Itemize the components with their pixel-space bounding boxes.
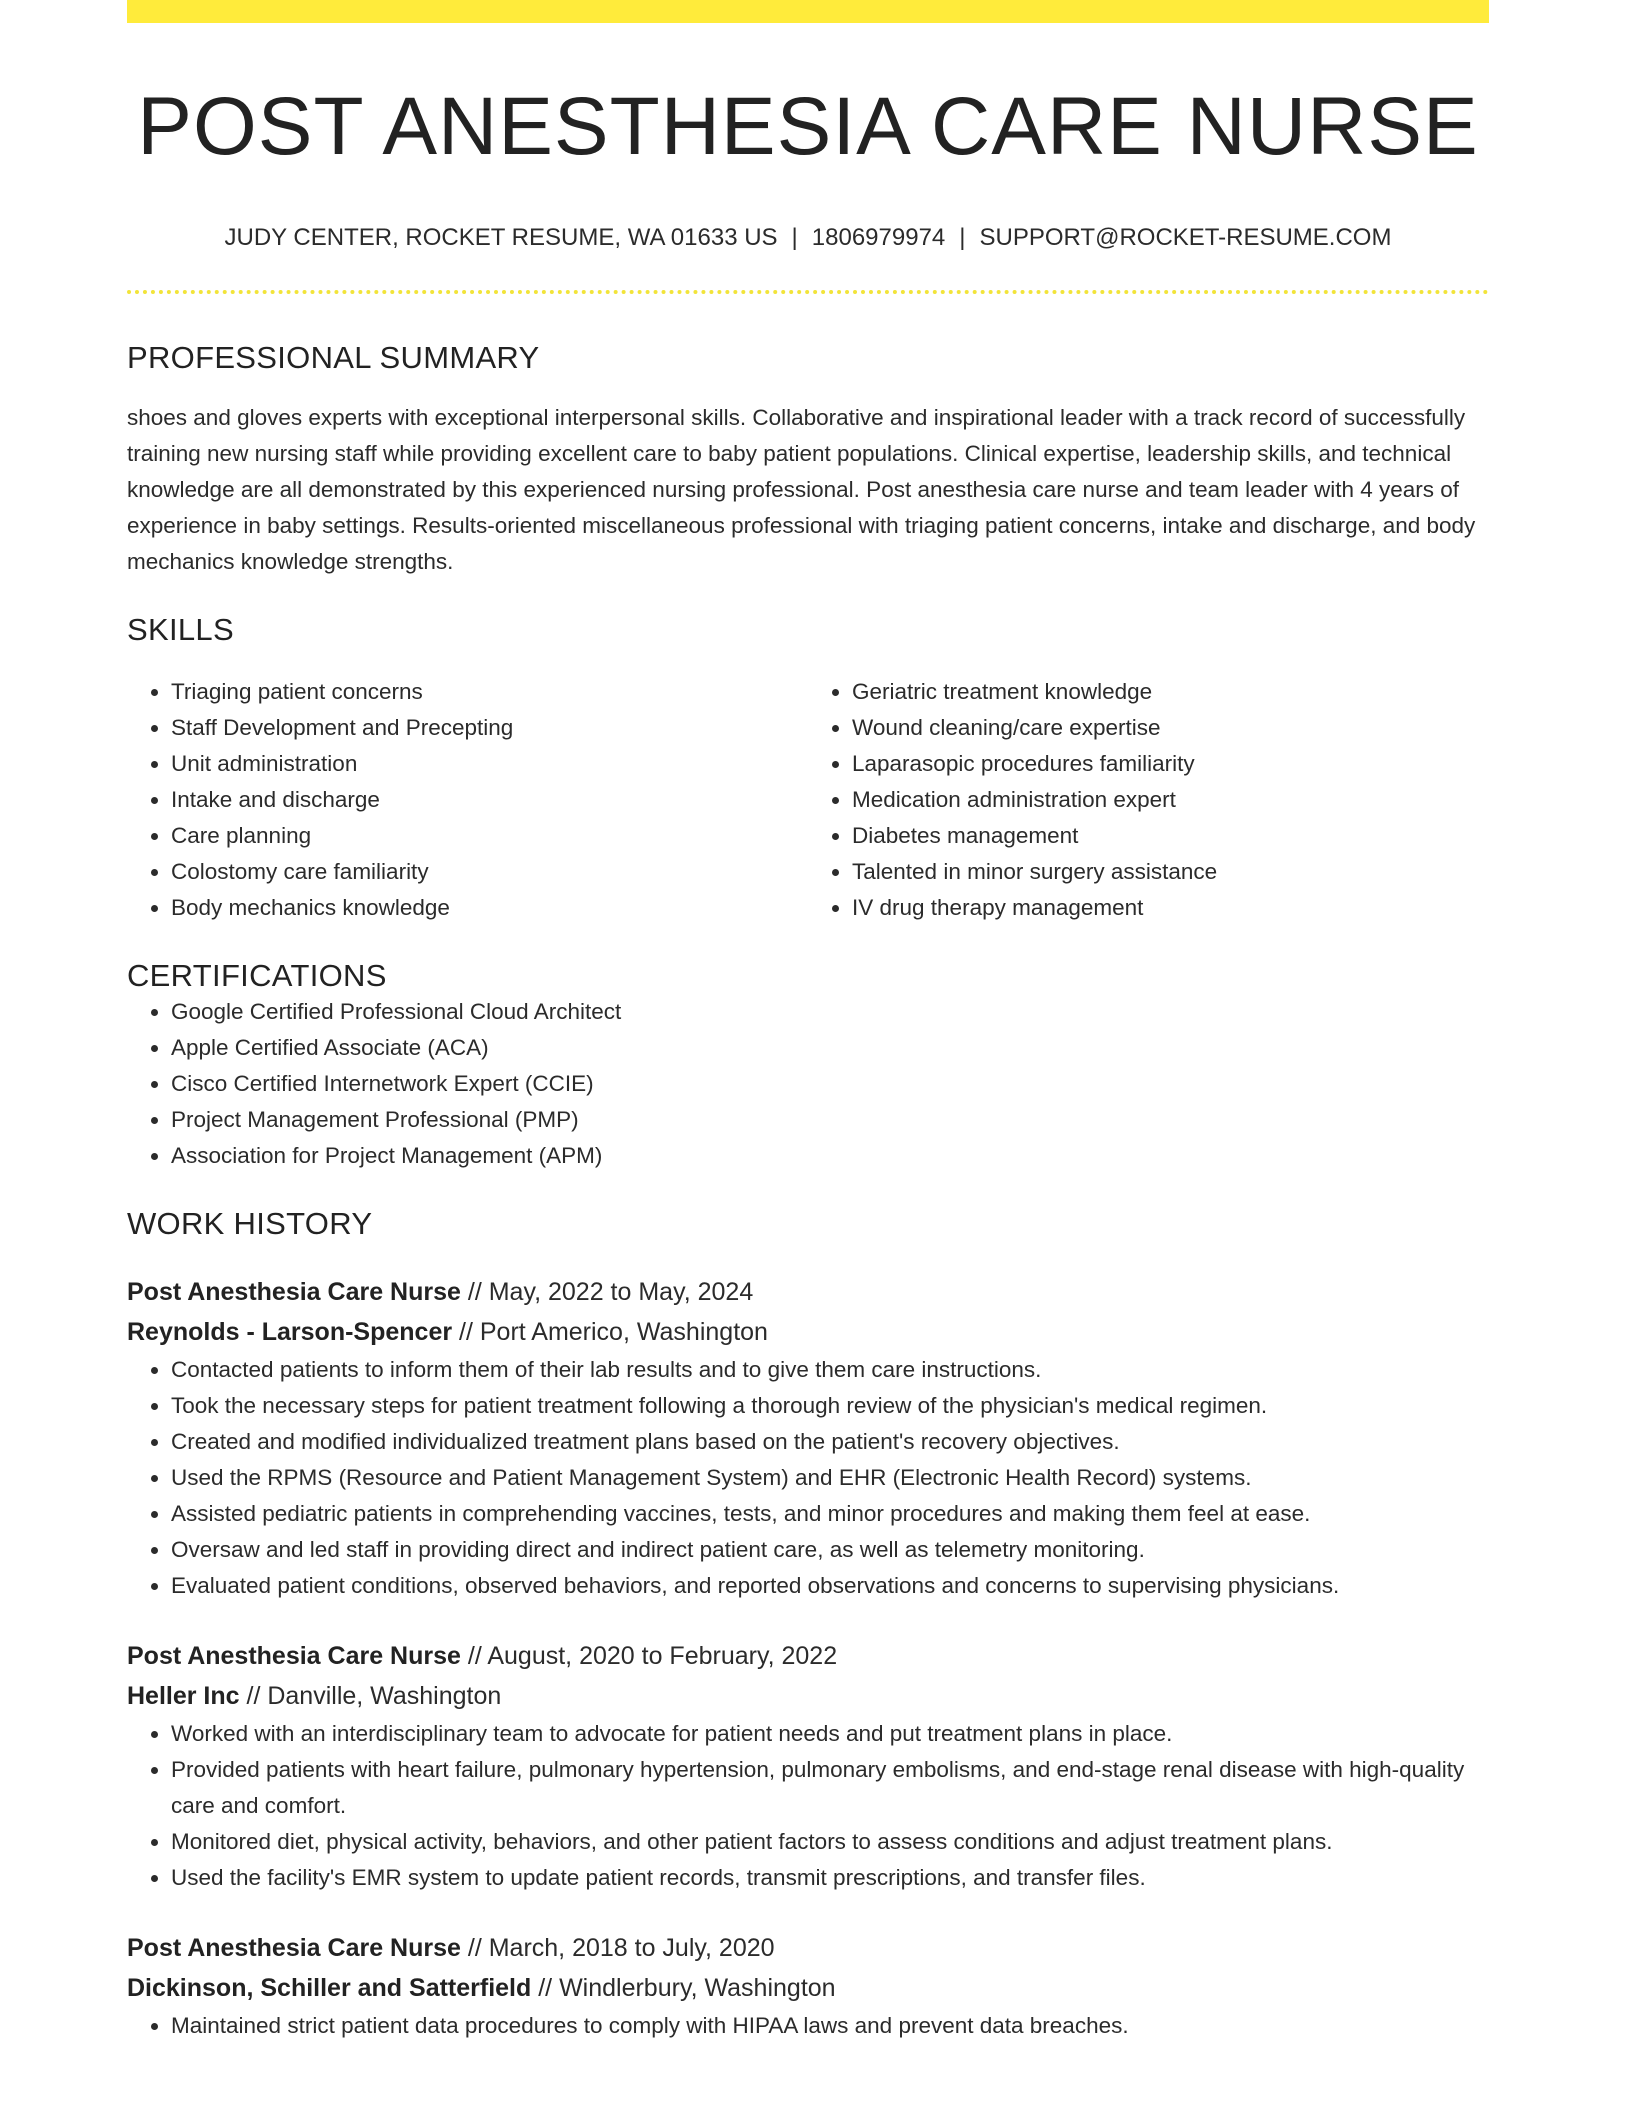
job-duty: • Created and modified individualized treatment plans based on the patient's recovery objectives. [171,1424,1489,1460]
contact-separator: | [791,224,798,252]
skill-item: • Unit administration [171,746,808,782]
job-duty: • Used the RPMS (Resource and Patient Management System) and EHR (Electronic Health Record) systems. [171,1460,1489,1496]
certification-item: • Project Management Professional (PMP) [171,1102,1489,1138]
skills-columns [127,674,1489,926]
job-title-line [127,1272,1489,1312]
job-title-line [127,1928,1489,1968]
job-duties-list [127,1716,1489,1896]
resume-content [127,0,1489,2044]
job-duty: • Monitored diet, physical activity, behaviors, and other patient factors to assess conditions and adjust treatment plans. [171,1824,1489,1860]
skills-list-right [808,674,1489,926]
job-duties-list [127,2008,1489,2044]
job-dates: // August, 2020 to February, 2022 [460,1642,838,1671]
job-location: // Danville, Washington [239,1682,502,1711]
summary-text: shoes and gloves experts with exceptional interpersonal skills. Collaborative and inspirational leader with a track record of successfully training new nursing staff while providing excellent care to baby patient populations. Clinical expertise, leadership skills, and technical knowledge are all demonstrated by this experienced nursing professional. Post anesthesia care nurse and team leader with 4 years of experience in baby settings. Results-oriented miscellaneous professional with triaging patient concerns, intake and discharge, and body mechanics knowledge strengths. [127,405,1476,575]
certification-item: • Association for Project Management (APM) [171,1138,1489,1174]
resume-title: POST ANESTHESIA CARE NURSE [137,81,1479,172]
job-location: // Windlerbury, Washington [531,1974,836,2003]
work-history-heading: WORK HISTORY [127,1206,373,1242]
header-divider [127,290,1489,294]
contact-info [127,224,1489,252]
skill-item: • Wound cleaning/care expertise [852,710,1489,746]
job-duty: • Maintained strict patient data procedures to comply with HIPAA laws and prevent data breaches. [171,2008,1489,2044]
job-title: Post Anesthesia Care Nurse [127,1278,461,1307]
job-duty: • Worked with an interdisciplinary team to advocate for patient needs and put treatment plans in place. [171,1716,1489,1752]
job-duty: • Took the necessary steps for patient treatment following a thorough review of the physician's medical regimen. [171,1388,1489,1424]
skill-item: • Care planning [171,818,808,854]
job-duty: • Contacted patients to inform them of their lab results and to give them care instructions. [171,1352,1489,1388]
skill-item: • Laparasopic procedures familiarity [852,746,1489,782]
job-duty: • Provided patients with heart failure, pulmonary hypertension, pulmonary embolisms, and end-stage renal disease with high-quality care and comfort. [171,1752,1489,1824]
job-location: // Port Americo, Washington [452,1318,768,1347]
certifications-heading: CERTIFICATIONS [127,958,387,994]
skills-heading: SKILLS [127,612,234,648]
skills-list-left [127,674,808,926]
skill-item: • Diabetes management [852,818,1489,854]
job-duty: • Oversaw and led staff in providing direct and indirect patient care, as well as telemetry monitoring. [171,1532,1489,1568]
skill-item: • Intake and discharge [171,782,808,818]
skill-item: • IV drug therapy management [852,890,1489,926]
skill-item: • Colostomy care familiarity [171,854,808,890]
skill-item: • Geriatric treatment knowledge [852,674,1489,710]
job-company-line [127,1312,1489,1352]
job-dates: // May, 2022 to May, 2024 [460,1278,754,1307]
job-duty: • Evaluated patient conditions, observed behaviors, and reported observations and concerns to supervising physicians. [171,1568,1489,1604]
certification-item: • Apple Certified Associate (ACA) [171,1030,1489,1066]
contact-email: SUPPORT@ROCKET-RESUME.COM [979,224,1392,252]
job-company-line [127,1676,1489,1716]
job-dates: // March, 2018 to July, 2020 [460,1934,775,1963]
accent-bar [127,0,1489,23]
skill-item: • Triaging patient concerns [171,674,808,710]
skill-item: • Staff Development and Precepting [171,710,808,746]
contact-address: JUDY CENTER, ROCKET RESUME, WA 01633 US [224,224,778,252]
contact-separator: | [959,224,966,252]
skill-item: • Talented in minor surgery assistance [852,854,1489,890]
certifications-list [127,994,1489,1174]
job-company: Reynolds - Larson-Spencer [127,1318,453,1347]
certification-item: • Cisco Certified Internetwork Expert (CCIE) [171,1066,1489,1102]
certification-item: • Google Certified Professional Cloud Architect [171,994,1489,1030]
job-title-line [127,1636,1489,1676]
skill-item: • Body mechanics knowledge [171,890,808,926]
job-duties-list [127,1352,1489,1604]
job-entry [127,1636,1489,1896]
job-title: Post Anesthesia Care Nurse [127,1934,461,1963]
summary-heading: PROFESSIONAL SUMMARY [127,340,540,376]
job-company: Dickinson, Schiller and Satterfield [127,1974,532,2003]
job-duty: • Used the facility's EMR system to update patient records, transmit prescriptions, and transfer files. [171,1860,1489,1896]
job-entry [127,1928,1489,2044]
job-duty: • Assisted pediatric patients in comprehending vaccines, tests, and minor procedures and making them feel at ease. [171,1496,1489,1532]
job-company-line [127,1968,1489,2008]
job-company: Heller Inc [127,1682,240,1711]
job-title: Post Anesthesia Care Nurse [127,1642,461,1671]
skill-item: • Medication administration expert [852,782,1489,818]
contact-phone: 1806979974 [811,224,946,252]
job-entry [127,1272,1489,1604]
